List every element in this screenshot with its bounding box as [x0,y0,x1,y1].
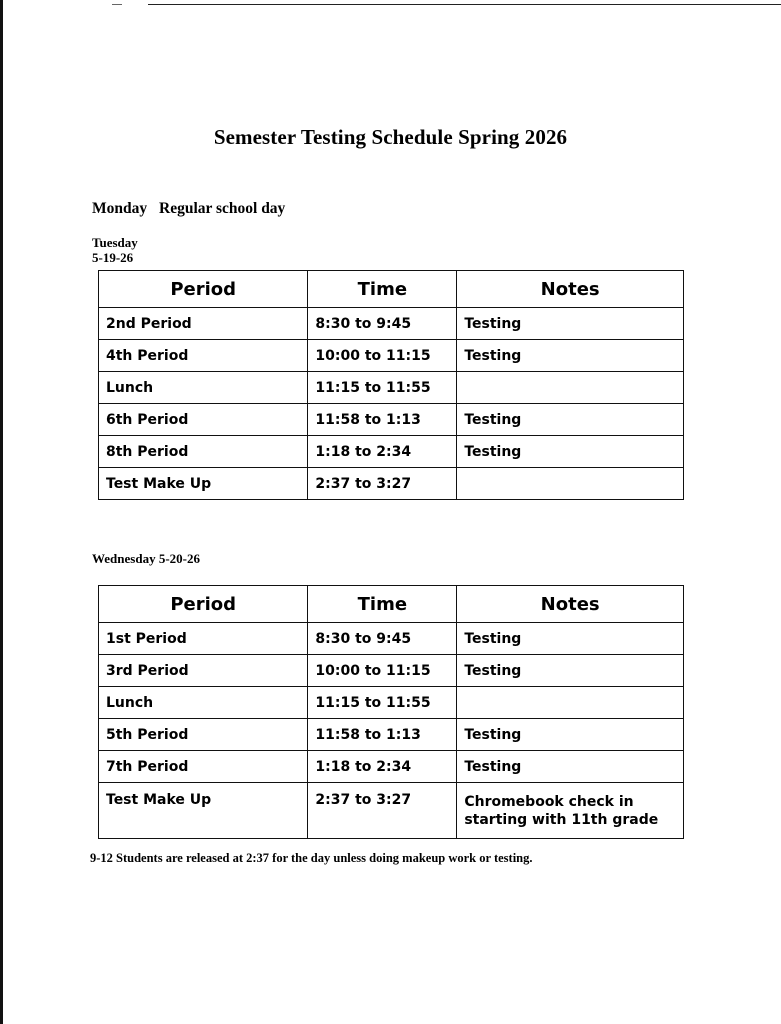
scan-edge [0,0,3,1024]
time-cell: 11:58 to 1:13 [308,719,457,751]
header-period: Period [99,586,308,623]
time-cell: 2:37 to 3:27 [308,468,457,500]
wednesday-schedule-table [98,585,684,839]
period-cell: 7th Period [99,751,308,783]
time-cell: 1:18 to 2:34 [308,751,457,783]
table-row [99,783,684,839]
period-cell: 6th Period [99,404,308,436]
notes-cell [457,468,684,500]
notes-cell: Testing [457,623,684,655]
table-header-row [99,271,684,308]
period-cell: 2nd Period [99,308,308,340]
table-row [99,308,684,340]
table-row [99,436,684,468]
period-cell: Test Make Up [99,468,308,500]
scan-mark [112,4,122,5]
table-row [99,751,684,783]
period-cell: 4th Period [99,340,308,372]
period-cell: 8th Period [99,436,308,468]
time-cell: 11:58 to 1:13 [308,404,457,436]
notes-cell: Testing [457,308,684,340]
time-cell: 2:37 to 3:27 [308,783,457,839]
table-row [99,655,684,687]
notes-cell: Testing [457,404,684,436]
notes-cell: Testing [457,436,684,468]
header-period: Period [99,271,308,308]
tuesday-date: 5-19-26 [92,250,134,265]
notes-cell: Testing [457,340,684,372]
notes-cell: Testing [457,751,684,783]
time-cell: 10:00 to 11:15 [308,340,457,372]
period-cell: 5th Period [99,719,308,751]
release-note: 9-12 Students are released at 2:37 for the day unless doing makeup work or testing. [90,851,533,865]
header-notes: Notes [457,586,684,623]
period-cell: 1st Period [99,623,308,655]
table-row [99,687,684,719]
monday-day: Monday [92,200,148,217]
tuesday-schedule-table [98,270,684,500]
page-title: Semester Testing Schedule Spring 2026 [213,125,568,149]
table-row [99,372,684,404]
time-cell: 8:30 to 9:45 [308,308,457,340]
notes-cell: Testing [457,719,684,751]
time-cell: 10:00 to 11:15 [308,655,457,687]
tuesday-heading [92,235,138,265]
period-cell: 3rd Period [99,655,308,687]
period-cell: Lunch [99,687,308,719]
scan-top-line [148,4,781,5]
time-cell: 8:30 to 9:45 [308,623,457,655]
notes-cell [457,372,684,404]
table-row [99,468,684,500]
monday-line [92,200,285,218]
notes-cell: Testing [457,655,684,687]
header-notes: Notes [457,271,684,308]
header-time: Time [308,271,457,308]
monday-note: Regular school day [159,200,286,217]
time-cell: 1:18 to 2:34 [308,436,457,468]
time-cell: 11:15 to 11:55 [308,372,457,404]
notes-cell: Chromebook check in starting with 11th grade [457,783,684,839]
table-row [99,719,684,751]
wednesday-heading: Wednesday 5-20-26 [92,551,200,566]
notes-cell [457,687,684,719]
period-cell: Lunch [99,372,308,404]
table-row [99,340,684,372]
table-header-row [99,586,684,623]
time-cell: 11:15 to 11:55 [308,687,457,719]
header-time: Time [308,586,457,623]
table-row [99,623,684,655]
table-row [99,404,684,436]
period-cell: Test Make Up [99,783,308,839]
tuesday-day: Tuesday [92,235,138,250]
